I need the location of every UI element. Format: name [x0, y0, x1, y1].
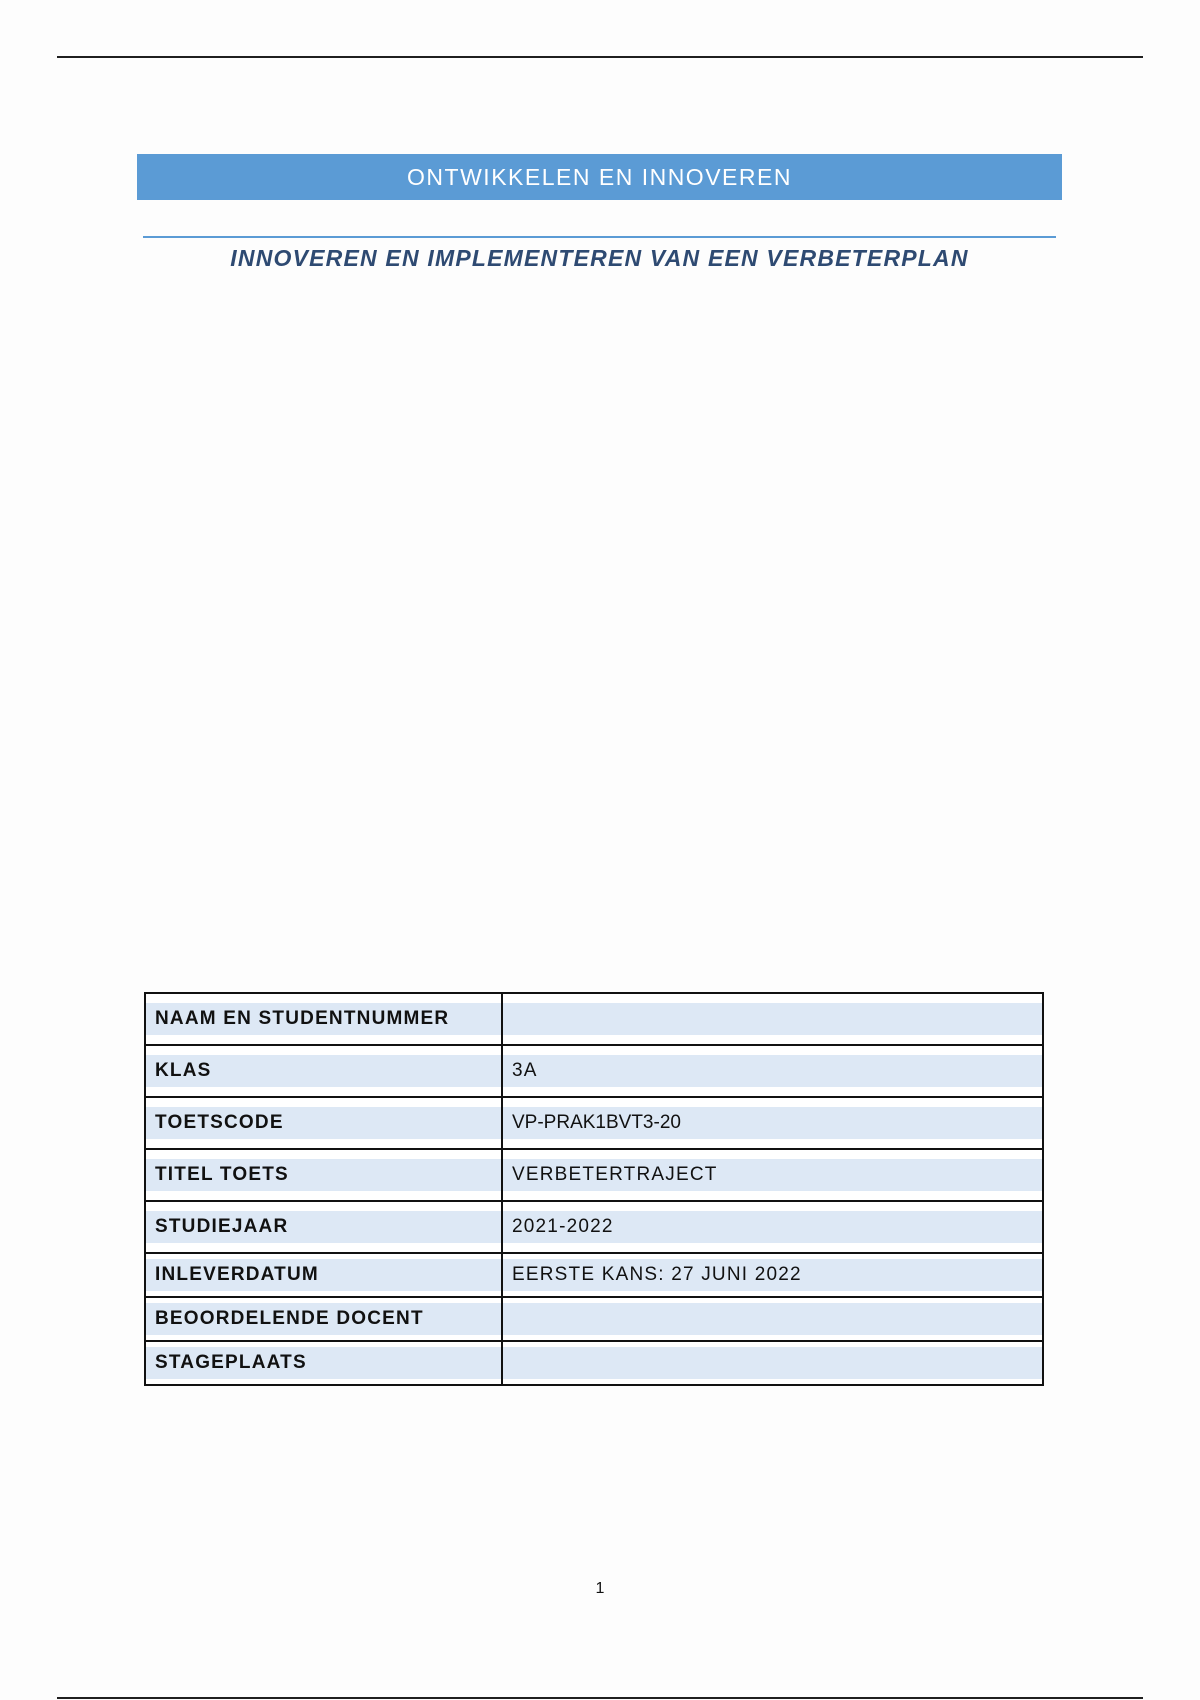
row-value: 3A: [503, 1055, 1042, 1087]
row-label: TITEL TOETS: [146, 1159, 501, 1191]
row-label-cell: [145, 993, 502, 1045]
row-value-cell: [502, 1045, 1043, 1097]
table-row: [145, 993, 1043, 1045]
row-value: 2021-2022: [503, 1211, 1042, 1243]
student-info-table: [144, 992, 1044, 1386]
row-value: [503, 1303, 1042, 1335]
table-row: [145, 1097, 1043, 1149]
table-row: [145, 1253, 1043, 1297]
row-label-cell: [145, 1253, 502, 1297]
row-label: BEOORDELENDE DOCENT: [146, 1303, 501, 1335]
subtitle-rule: [143, 236, 1056, 238]
row-value: [503, 1003, 1042, 1035]
row-label-cell: [145, 1297, 502, 1341]
row-label: INLEVERDATUM: [146, 1259, 501, 1291]
page-number: 1: [595, 1580, 605, 1597]
row-value: EERSTE KANS: 27 JUNI 2022: [503, 1259, 1042, 1291]
row-label: STAGEPLAATS: [146, 1347, 501, 1379]
table-row: [145, 1149, 1043, 1201]
document-banner: [137, 154, 1062, 200]
row-value: VERBETERTRAJECT: [503, 1159, 1042, 1191]
row-label-cell: [145, 1201, 502, 1253]
table-row: [145, 1045, 1043, 1097]
row-label: STUDIEJAAR: [146, 1211, 501, 1243]
banner-title: ONTWIKKELEN EN INNOVEREN: [407, 163, 792, 190]
row-value-cell: [502, 1253, 1043, 1297]
row-label: NAAM EN STUDENTNUMMER: [146, 1003, 501, 1035]
row-label: KLAS: [146, 1055, 501, 1087]
row-label: TOETSCODE: [146, 1107, 501, 1139]
table-row: [145, 1201, 1043, 1253]
row-value-cell: [502, 1341, 1043, 1385]
row-value-cell: [502, 993, 1043, 1045]
header-rule: [57, 56, 1143, 58]
row-value: VP-PRAK1BVT3-20: [503, 1107, 1042, 1139]
row-label-cell: [145, 1341, 502, 1385]
row-value: [503, 1347, 1042, 1379]
document-subtitle: INNOVEREN EN IMPLEMENTEREN VAN EEN VERBETERPLAN: [230, 245, 969, 271]
row-value-cell: [502, 1201, 1043, 1253]
row-value-cell: [502, 1297, 1043, 1341]
row-value-cell: [502, 1097, 1043, 1149]
row-label-cell: [145, 1149, 502, 1201]
table-row: [145, 1297, 1043, 1341]
table-row: [145, 1341, 1043, 1385]
row-value-cell: [502, 1149, 1043, 1201]
footer-rule: [57, 1697, 1143, 1699]
row-label-cell: [145, 1045, 502, 1097]
row-label-cell: [145, 1097, 502, 1149]
